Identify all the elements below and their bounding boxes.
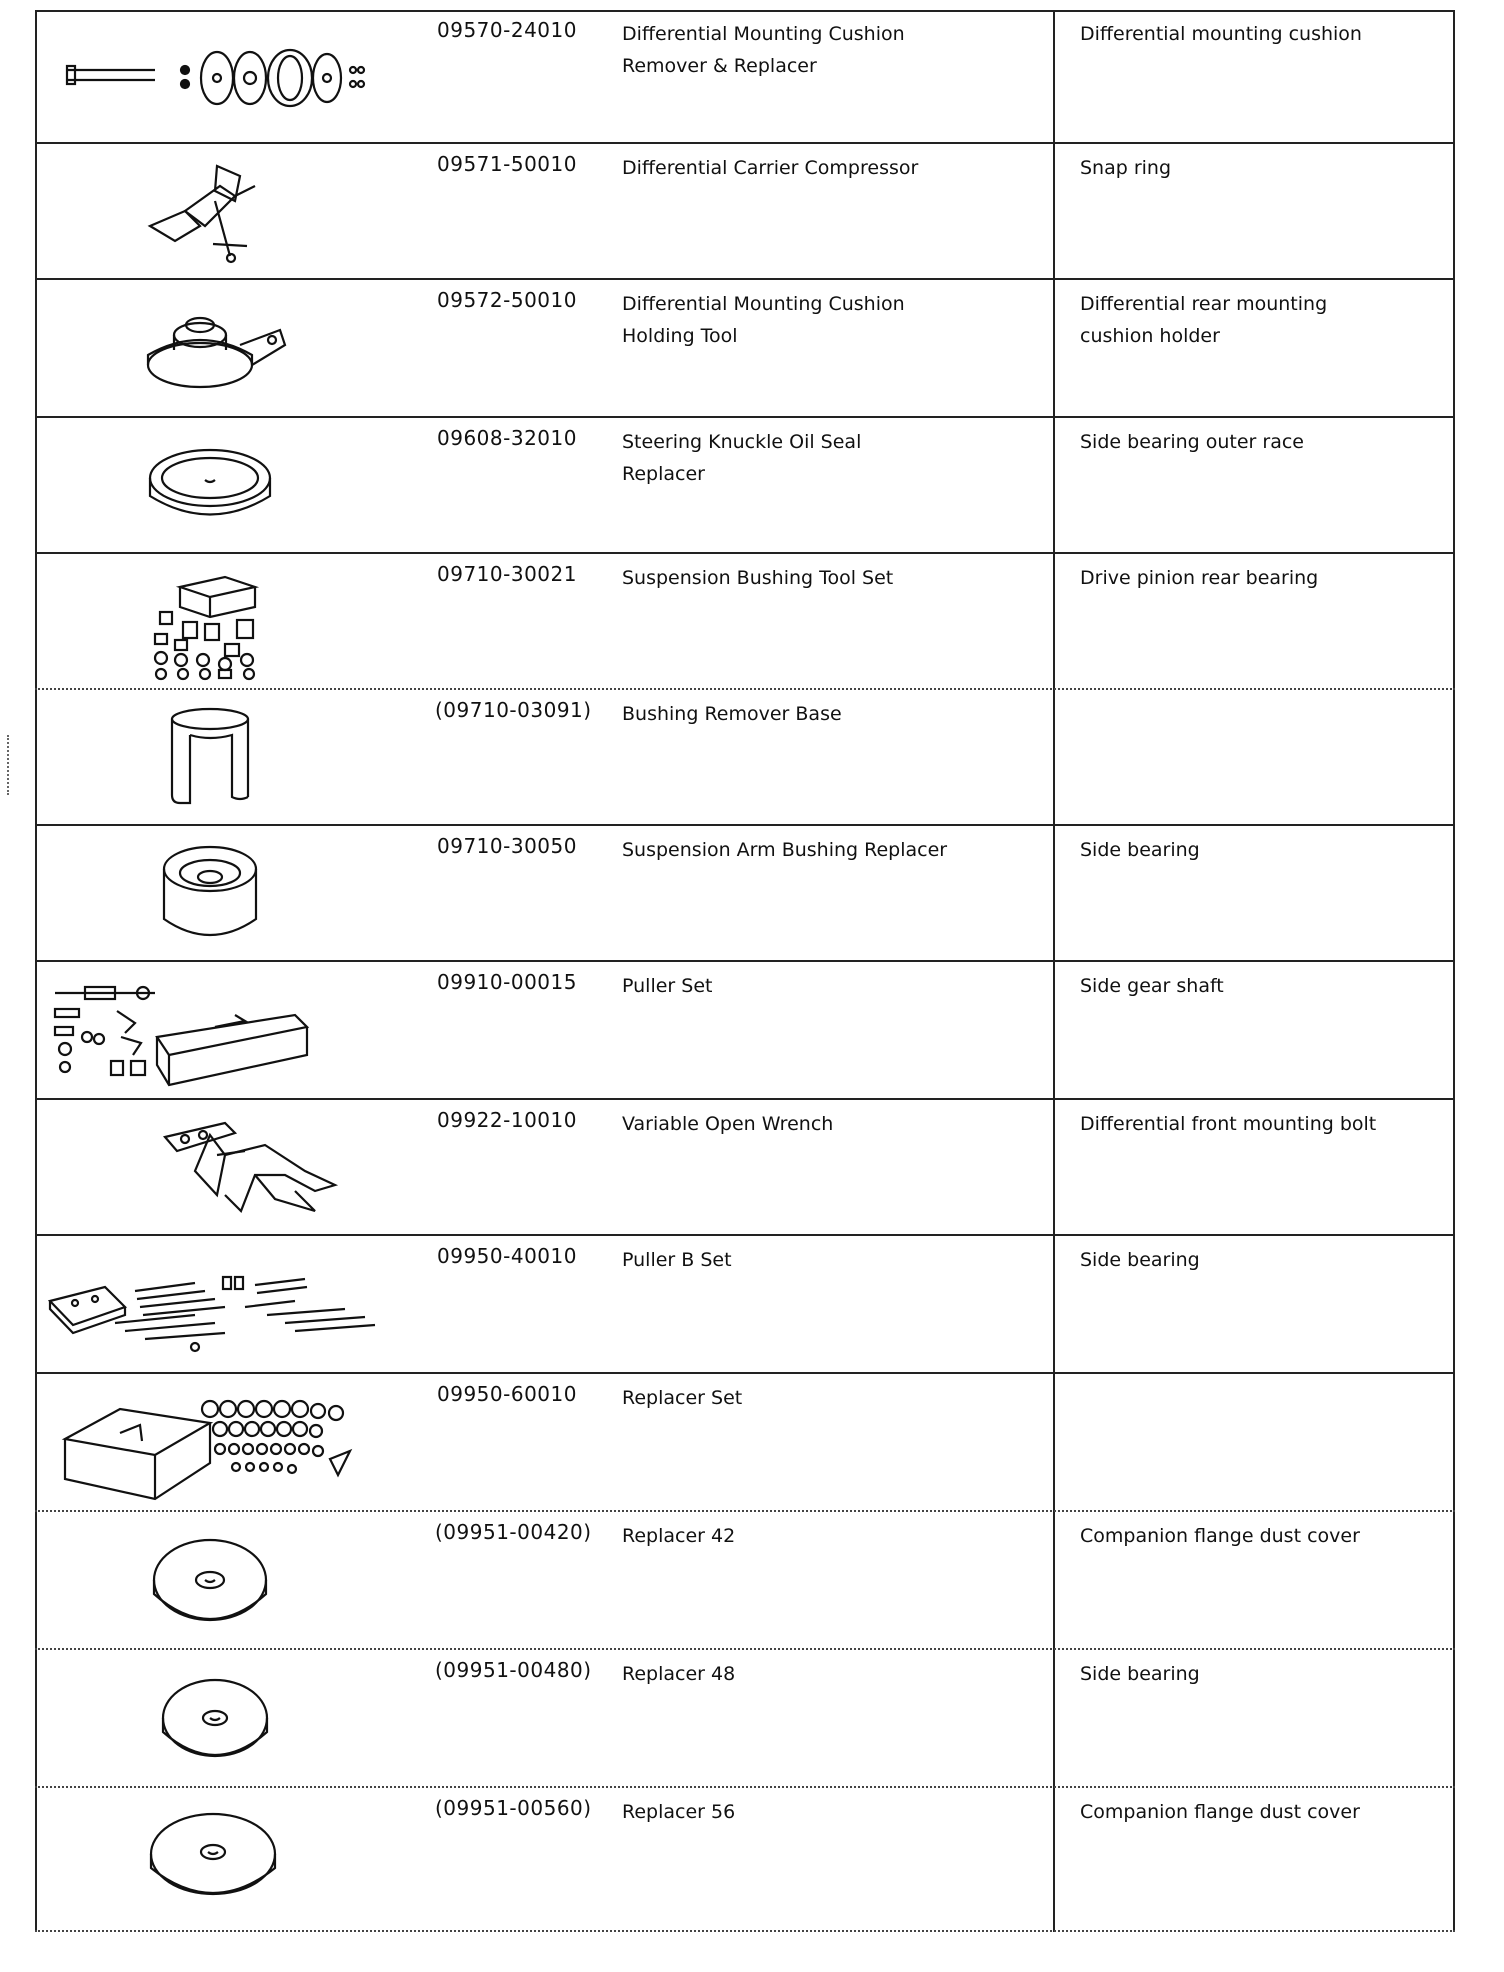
tool-name — [622, 18, 1062, 82]
tool-use — [1080, 1520, 1450, 1552]
oil-seal-replacer-icon — [35, 418, 450, 552]
tool-name — [622, 1382, 1062, 1414]
mounting-cushion-remover-icon — [35, 10, 450, 142]
tool-use — [1080, 426, 1450, 458]
tool-name — [622, 1520, 1062, 1552]
tool-name — [622, 698, 1062, 730]
part-number: 09910-00015 — [437, 970, 577, 994]
table-row — [35, 280, 1455, 418]
open-wrench-icon — [35, 1100, 450, 1234]
tool-name-line1: Puller B Set — [622, 1249, 732, 1271]
tool-use-line1: Differential rear mounting — [1080, 293, 1328, 315]
table-row — [35, 1374, 1455, 1512]
part-number: 09572-50010 — [437, 288, 577, 312]
tool-name-line1: Variable Open Wrench — [622, 1113, 834, 1135]
tool-name — [622, 562, 1062, 594]
tool-name-line1: Differential Mounting Cushion — [622, 23, 905, 45]
replacer-disc-icon — [35, 1788, 450, 1930]
replacer-disc-icon — [35, 1650, 450, 1786]
tool-name-line1: Bushing Remover Base — [622, 703, 842, 725]
part-number: 09571-50010 — [437, 152, 577, 176]
tool-name-line1: Replacer Set — [622, 1387, 743, 1409]
table-row — [35, 1650, 1455, 1788]
tool-name-line1: Suspension Bushing Tool Set — [622, 567, 894, 589]
bushing-remover-base-icon — [35, 690, 450, 824]
puller-b-set-icon — [35, 1236, 450, 1372]
tool-name-line1: Replacer 42 — [622, 1525, 736, 1547]
tool-name — [622, 1244, 1062, 1276]
puller-set-icon — [35, 962, 450, 1098]
tool-name-line1: Differential Carrier Compressor — [622, 157, 919, 179]
tool-name-line2: Holding Tool — [622, 325, 738, 347]
tool-use — [1080, 1244, 1450, 1276]
table-row — [35, 10, 1455, 144]
tool-name-line1: Replacer 48 — [622, 1663, 736, 1685]
tool-name — [622, 834, 1062, 866]
tool-use — [1080, 288, 1450, 352]
tool-use-line1: Drive pinion rear bearing — [1080, 567, 1319, 589]
tool-name — [622, 426, 1062, 490]
tool-use-line1: Differential front mounting bolt — [1080, 1113, 1377, 1135]
tool-use-line1: Side bearing — [1080, 1249, 1200, 1271]
part-number: 09710-30021 — [437, 562, 577, 586]
table-row — [35, 690, 1455, 826]
part-number: 09570-24010 — [437, 18, 577, 42]
carrier-compressor-icon — [35, 144, 450, 278]
table-row — [35, 1236, 1455, 1374]
tool-use — [1080, 1108, 1450, 1140]
tool-use-line1: Differential mounting cushion — [1080, 23, 1362, 45]
tool-use-line1: Companion flange dust cover — [1080, 1525, 1360, 1547]
tool-use-line1: Companion flange dust cover — [1080, 1801, 1360, 1823]
scan-edge-mark — [7, 735, 9, 795]
tool-use-line1: Side gear shaft — [1080, 975, 1224, 997]
tool-use — [1080, 562, 1450, 594]
tool-name-line1: Suspension Arm Bushing Replacer — [622, 839, 948, 861]
tool-use — [1080, 1658, 1450, 1690]
tool-use — [1080, 18, 1450, 50]
tool-name — [622, 288, 1062, 352]
table-row — [35, 554, 1455, 690]
part-number: 09608-32010 — [437, 426, 577, 450]
bushing-tool-set-icon — [35, 554, 450, 688]
tool-use — [1080, 152, 1450, 184]
table-row — [35, 826, 1455, 962]
tool-name-line1: Differential Mounting Cushion — [622, 293, 905, 315]
replacer-disc-icon — [35, 1512, 450, 1648]
special-tools-table — [35, 10, 1455, 1932]
tool-name — [622, 1658, 1062, 1690]
tool-name-line1: Puller Set — [622, 975, 713, 997]
part-number: 09950-40010 — [437, 1244, 577, 1268]
part-number: (09710-03091) — [435, 698, 592, 722]
part-number: 09922-10010 — [437, 1108, 577, 1132]
tool-name — [622, 970, 1062, 1002]
part-number: (09951-00560) — [435, 1796, 592, 1820]
tool-name — [622, 152, 1062, 184]
table-row — [35, 144, 1455, 280]
part-number: 09710-30050 — [437, 834, 577, 858]
table-row — [35, 1788, 1455, 1932]
tool-name-line1: Replacer 56 — [622, 1801, 736, 1823]
cushion-holding-tool-icon — [35, 280, 450, 416]
tool-use — [1080, 970, 1450, 1002]
table-row — [35, 962, 1455, 1100]
tool-use-line1: Side bearing outer race — [1080, 431, 1305, 453]
part-number: 09950-60010 — [437, 1382, 577, 1406]
part-number: (09951-00420) — [435, 1520, 592, 1544]
part-number: (09951-00480) — [435, 1658, 592, 1682]
tool-name — [622, 1796, 1062, 1828]
tool-use-line1: Snap ring — [1080, 157, 1172, 179]
tool-name — [622, 1108, 1062, 1140]
table-row — [35, 418, 1455, 554]
tool-use-line1: Side bearing — [1080, 1663, 1200, 1685]
table-row — [35, 1512, 1455, 1650]
replacer-set-icon — [35, 1374, 450, 1510]
tool-name-line2: Replacer — [622, 463, 705, 485]
tool-name-line2: Remover & Replacer — [622, 55, 817, 77]
tool-name-line1: Steering Knuckle Oil Seal — [622, 431, 862, 453]
arm-bushing-replacer-icon — [35, 826, 450, 960]
table-row — [35, 1100, 1455, 1236]
tool-use-line1: Side bearing — [1080, 839, 1200, 861]
tool-use — [1080, 834, 1450, 866]
tool-use — [1080, 1796, 1450, 1828]
tool-use-line2: cushion holder — [1080, 325, 1220, 347]
